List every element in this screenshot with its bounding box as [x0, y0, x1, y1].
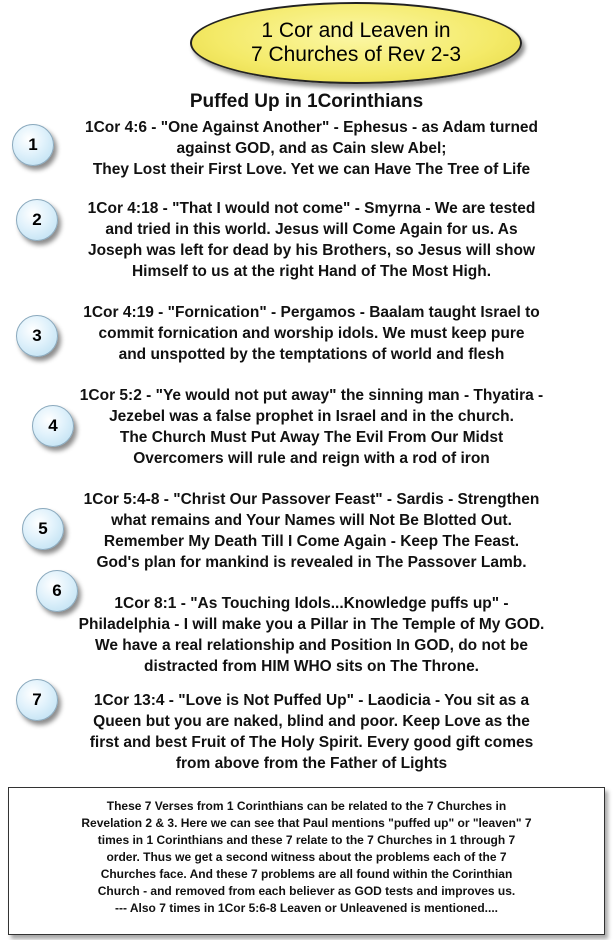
- summary-line: These 7 Verses from 1 Corinthians can be related to the 7 Churches in: [106, 799, 507, 813]
- badge-number: 1: [28, 135, 38, 154]
- item-line: distracted from HIM WHO sits on The Throne.: [144, 658, 479, 675]
- item-line: what remains and Your Names will Not Be Blotted Out.: [111, 512, 512, 529]
- item-line: They Lost their First Love. Yet we can Have The Tree of Life: [92, 161, 531, 178]
- subtitle: Puffed Up in 1Corinthians: [189, 91, 424, 112]
- badge-number: 3: [32, 326, 42, 345]
- item-line: Overcomers will rule and reign with a rod of iron: [133, 450, 490, 467]
- item-line: Himself to us at the right Hand of The Most High.: [131, 263, 492, 280]
- item-line: commit fornication and worship idols. We must keep pure: [98, 325, 525, 342]
- badge-number: 2: [32, 210, 42, 229]
- item-line: 1Cor 4:19 - "Fornication" - Pergamos - Baalam taught Israel to: [83, 304, 540, 321]
- item-line: The Church Must Put Away The Evil From Our Midst: [119, 429, 504, 446]
- item-line: 1Cor 13:4 - "Love is Not Puffed Up" - Laodicia - You sit as a: [93, 692, 530, 709]
- item-line: 1Cor 5:2 - "Ye would not put away" the sinning man - Thyatira -: [79, 387, 544, 404]
- summary-line: Revelation 2 & 3. Here we can see that Paul mentions "puffed up" or "leaven" 7: [81, 816, 532, 830]
- list-item-3: [20, 302, 603, 365]
- item-line: from above from the Father of Lights: [175, 755, 448, 772]
- badge-number: 4: [48, 416, 58, 435]
- list-item-7: [20, 690, 603, 774]
- item-line: and tried in this world. Jesus will Come Again for us. As: [105, 221, 518, 238]
- item-line: God's plan for mankind is revealed in The Passover Lamb.: [96, 554, 527, 571]
- item-line: 1Cor 5:4-8 - "Christ Our Passover Feast" - Sardis - Strengthen: [83, 491, 540, 508]
- item-line: first and best Fruit of The Holy Spirit. Every good gift comes: [89, 734, 534, 751]
- list-item-4: [20, 385, 603, 469]
- badge-number: 7: [32, 690, 42, 709]
- list-item-1: [20, 117, 603, 180]
- summary-line: --- Also 7 times in 1Cor 5:6-8 Leaven or Unleavened is mentioned....: [115, 901, 498, 915]
- item-line: against GOD, and as Cain slew Abel;: [176, 140, 447, 157]
- list-item-6: [20, 593, 603, 677]
- list-item-2: [20, 198, 603, 282]
- summary-line: Church - and removed from each believer as GOD tests and improves us.: [97, 884, 516, 898]
- badge-number: 6: [52, 581, 62, 600]
- badge-number: 5: [38, 519, 48, 538]
- list-item-5: [20, 489, 603, 573]
- summary-line: times in 1 Corinthians and these 7 relate to the 7 Churches in 1 through 7: [97, 833, 516, 847]
- title-line-2: 7 Churches of Rev 2-3: [250, 43, 462, 66]
- summary-line: order. Thus we get a second witness about the problems each of the 7: [106, 850, 507, 864]
- title-line-1: 1 Cor and Leaven in: [261, 19, 451, 42]
- item-line: and unspotted by the temptations of world and flesh: [118, 346, 505, 363]
- summary-box: [8, 787, 605, 935]
- item-line: Philadelphia - I will make you a Pillar in The Temple of My GOD.: [78, 616, 545, 633]
- item-line: Joseph was left for dead by his Brothers, so Jesus will show: [87, 242, 536, 259]
- item-line: Jezebel was a false prophet in Israel and in the church.: [109, 408, 514, 425]
- item-line: Queen but you are naked, blind and poor. Keep Love as the: [93, 713, 530, 730]
- item-line: 1Cor 8:1 - "As Touching Idols...Knowledge puffs up" -: [114, 595, 509, 612]
- item-line: We have a real relationship and Position In GOD, do not be: [95, 637, 528, 654]
- title-oval: [190, 2, 522, 84]
- item-line: 1Cor 4:18 - "That I would not come" - Smyrna - We are tested: [87, 200, 536, 217]
- item-line: 1Cor 4:6 - "One Against Another" - Ephesus - as Adam turned: [84, 119, 539, 136]
- item-line: Remember My Death Till I Come Again - Keep The Feast.: [103, 533, 520, 550]
- summary-line: Churches face. And these 7 problems are all found within the Corinthian: [100, 867, 513, 881]
